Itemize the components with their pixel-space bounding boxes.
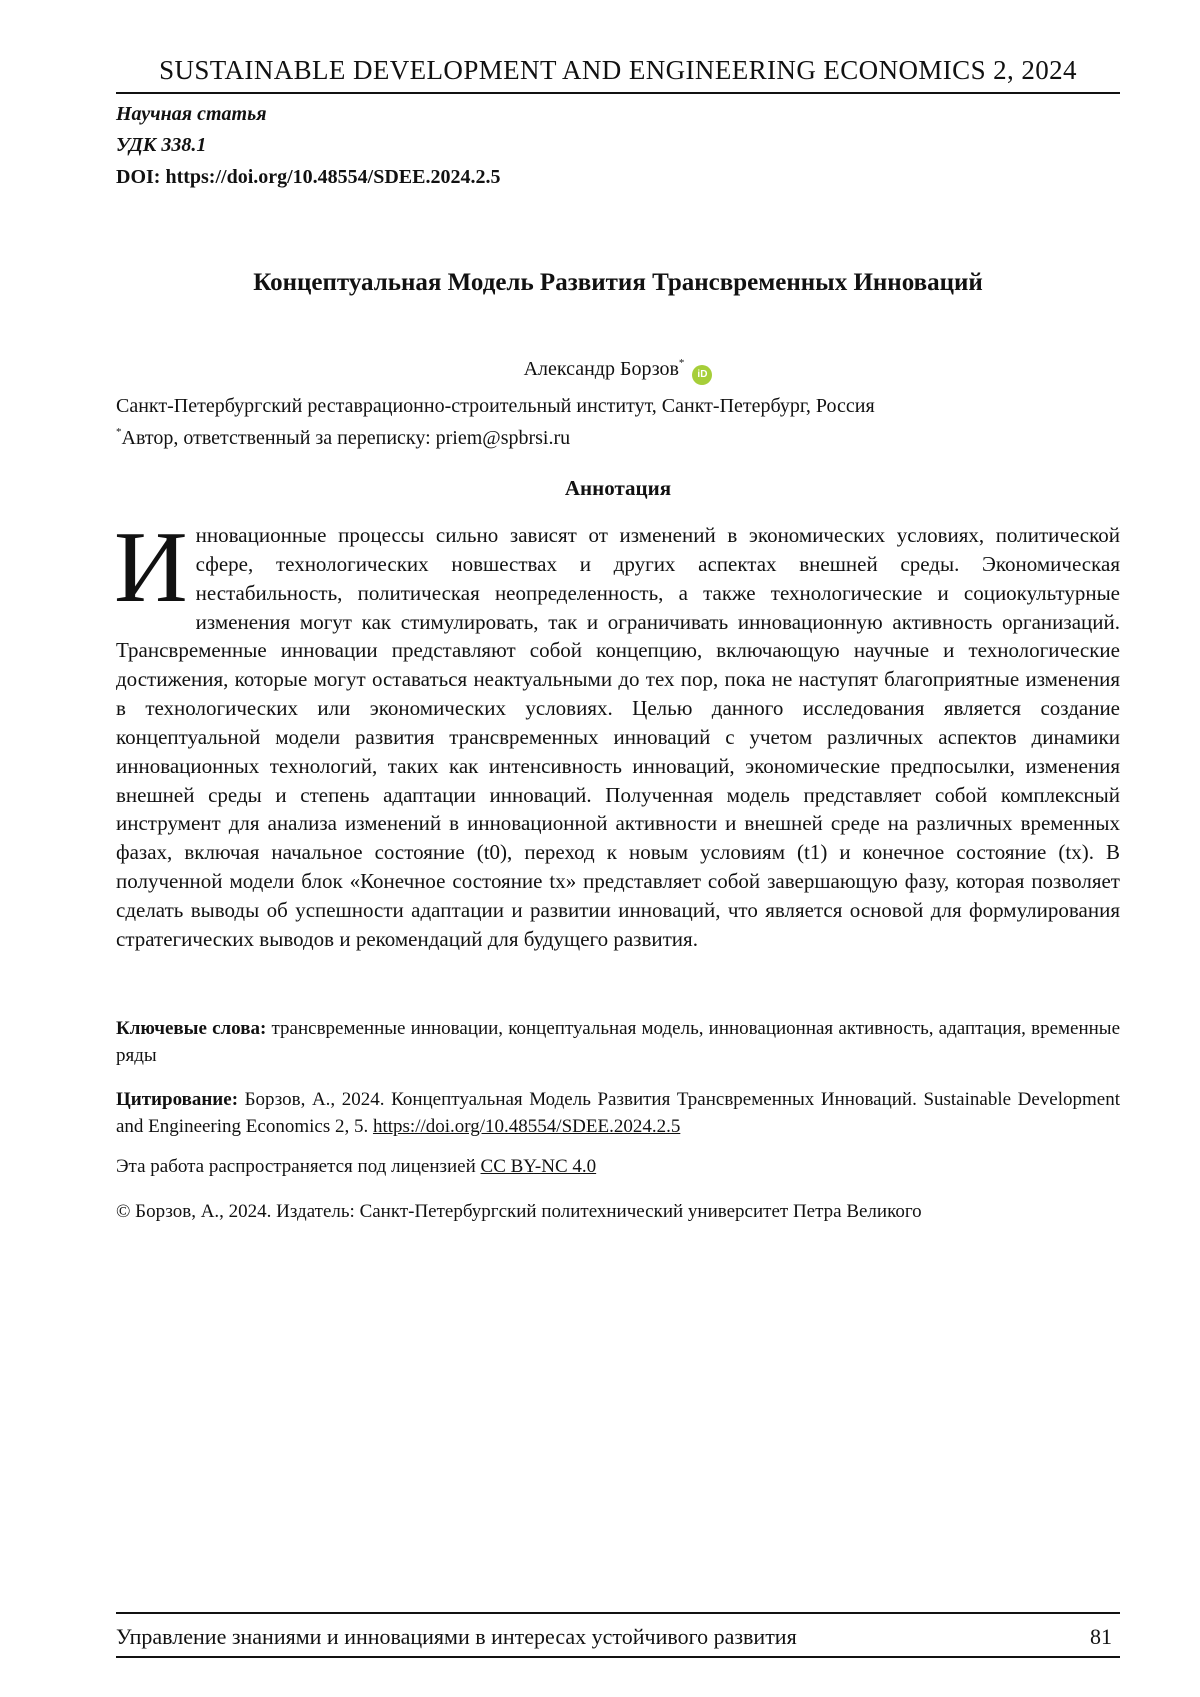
author-name: Александр Борзов <box>523 358 679 380</box>
footer-rule-bottom <box>116 1656 1120 1658</box>
corresponding-text: Автор, ответственный за переписку: priem@spbrsi.ru <box>121 427 571 449</box>
abstract-heading: Аннотация <box>564 476 672 500</box>
license-link[interactable]: CC BY-NC 4.0 <box>480 1156 597 1177</box>
drop-cap: И <box>114 511 188 624</box>
running-footer <box>116 1622 1120 1652</box>
copyright-line: © Борзов, А., 2024. Издатель: Санкт-Петербургский политехнический университет Петра Великого <box>116 1201 922 1222</box>
citation <box>116 1086 1120 1140</box>
footer-rule-top <box>116 1612 1120 1614</box>
citation-label: Цитирование: <box>116 1089 239 1110</box>
citation-doi-link[interactable]: https://doi.org/10.48554/SDEE.2024.2.5 <box>372 1116 681 1137</box>
license-line <box>116 1153 596 1180</box>
citation-text: Борзов, А., 2024. Концептуальная Модель Развития Трансвременных Инноваций. Sustainable Development and Engineering Economics 2, 5. <box>116 1089 1120 1137</box>
author-marker: * <box>678 357 685 369</box>
abstract-body <box>114 511 1120 954</box>
header-rule <box>116 92 1120 94</box>
orcid-icon[interactable]: iD <box>692 365 712 385</box>
doi-line: DOI: https://doi.org/10.48554/SDEE.2024.2.5 <box>116 166 501 188</box>
page-number: 81 <box>1090 1624 1112 1649</box>
keywords-text: трансвременные инновации, концептуальная модель, инновационная активность, адаптация, временные ряды <box>116 1018 1121 1066</box>
udc-code: УДК 338.1 <box>116 134 207 156</box>
article-type: Научная статья <box>116 103 267 125</box>
abstract-text: нновационные процессы сильно зависят от изменений в экономических условиях, политической сфере, технологических новшествах и других аспектах внешней среды. Экономическая нестабильность, политическая неопределенность, а также технологические и социокультурные изменения могут как стимулировать, так и ограничивать инновационную активность организаций. Трансвременные инновации представляют собой концепцию, включающую научные и технологические достижения, которые могут оставаться неактуальными до тех пор, пока не наступят благоприятные изменения в технологических или экономических условиях. Целью данного исследования является создание концептуальной модели развития трансвременных инноваций с учетом различных аспектов динамики инновационных технологий, таких как интенсивность инноваций, экономические предпосылки, изменения внешней среды и степень адаптации инноваций. Полученная модель представляет собой комплексный инструмент для анализа изменений в инновационной активности и внешней среде на различных временных фазах, включая начальное состояние (t0), переход к новым условиям (t1) и конечное состояние (tx). В полученной модели блок «Конечное состояние tx» представляет собой завершающую фазу, которая позволяет сделать выводы об успешности адаптации и развитии инноваций, что является основой для формулирования стратегических выводов и рекомендаций для будущего развития. <box>116 523 1120 951</box>
keywords <box>116 1015 1120 1069</box>
author-line <box>116 349 1120 385</box>
article-title: Концептуальная Модель Развития Трансвременных Инноваций <box>253 269 983 296</box>
keywords-label: Ключевые слова: <box>116 1018 267 1039</box>
corresponding-author <box>116 418 570 452</box>
running-header: SUSTAINABLE DEVELOPMENT AND ENGINEERING ECONOMICS 2, 2024 <box>159 55 1077 85</box>
license-text: Эта работа распространяется под лицензией <box>116 1156 476 1177</box>
affiliation: Санкт-Петербургский реставрационно-строительный институт, Санкт-Петербург, Россия <box>116 395 875 417</box>
journal-section: Управление знаниями и инновациями в интересах устойчивого развития <box>116 1624 797 1649</box>
corresponding-marker: * <box>116 426 122 438</box>
